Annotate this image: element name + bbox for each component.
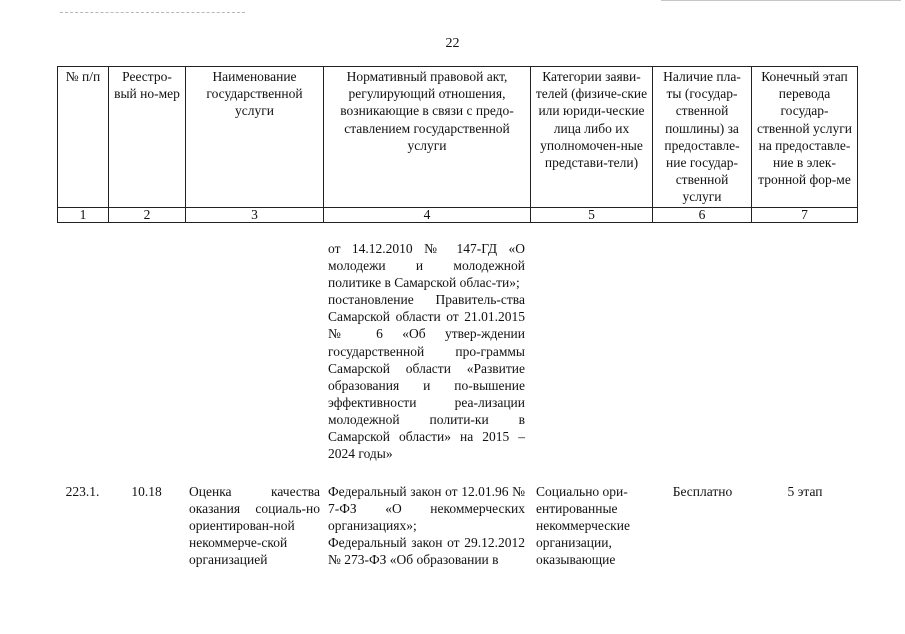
column-number: 3	[186, 207, 324, 222]
legal-act-paragraph: от 14.12.2010 № 147-ГД «О молодежи и молодежной политике в Самарской облас-ти»;	[328, 241, 525, 291]
column-number: 5	[531, 207, 653, 222]
column-number: 4	[324, 207, 531, 222]
column-header-service-name: Наименование государственной услуги	[186, 67, 324, 208]
row-legal-acts	[328, 483, 525, 568]
row-applicants: Социально ори-ентированные некоммерческие организации, оказывающие	[536, 484, 630, 568]
row-fee: Бесплатно	[672, 484, 733, 499]
column-number: 6	[653, 207, 752, 222]
row-number: 223.1.	[65, 484, 100, 499]
legal-act-paragraph: Федеральный закон от 12.01.96 № 7-ФЗ «О некоммерческих организациях»;	[328, 484, 525, 534]
header-row	[58, 67, 858, 208]
column-header-registry: Реестро-вый но-мер	[109, 67, 186, 208]
legal-act-continuation	[328, 240, 525, 462]
row-service-name: Оценка качества оказания социаль-но ориентирован-ной некоммерче-ской организацией	[189, 484, 320, 568]
column-number: 1	[58, 207, 109, 222]
scan-artifact	[60, 12, 245, 15]
column-numbers-row	[58, 207, 858, 222]
row-registry-number: 10.18	[131, 484, 162, 499]
column-header-applicants: Категории заяви-телей (физиче-ские или юриди-ческие лица либо их уполномочен-ные представи-тели)	[531, 67, 653, 208]
legal-act-paragraph: постановление Правитель-ства Самарской области от 21.01.2015 № 6 «Об утвер-ждении государственной про-граммы Самарской области «Развитие образования и по-вышение эффективности реа-лизации молодежной полити-ки в Самарской области» на 2015 – 2024 годы»	[328, 292, 525, 462]
services-table-header	[57, 66, 858, 223]
column-header-fee: Наличие пла-ты (государ-ственной пошлины) за предоставле-ние государ-ственной услуги	[653, 67, 752, 208]
column-header-legal-act: Нормативный правовой акт, регулирующий отношения, возникающие в связи с предо-ставлением государственной услуги	[324, 67, 531, 208]
page-number: 22	[445, 36, 460, 51]
column-number: 7	[752, 207, 858, 222]
column-header-final-stage: Конечный этап перевода государ-ственной услуги на предоставле-ние в элек-тронной фор-ме	[752, 67, 858, 208]
row-final-stage: 5 этап	[787, 484, 823, 499]
legal-act-paragraph: Федеральный закон от 29.12.2012 № 273-ФЗ «Об образовании в	[328, 535, 525, 568]
column-header-number: № п/п	[58, 67, 109, 208]
scan-artifact-line	[661, 0, 901, 1]
column-number: 2	[109, 207, 186, 222]
